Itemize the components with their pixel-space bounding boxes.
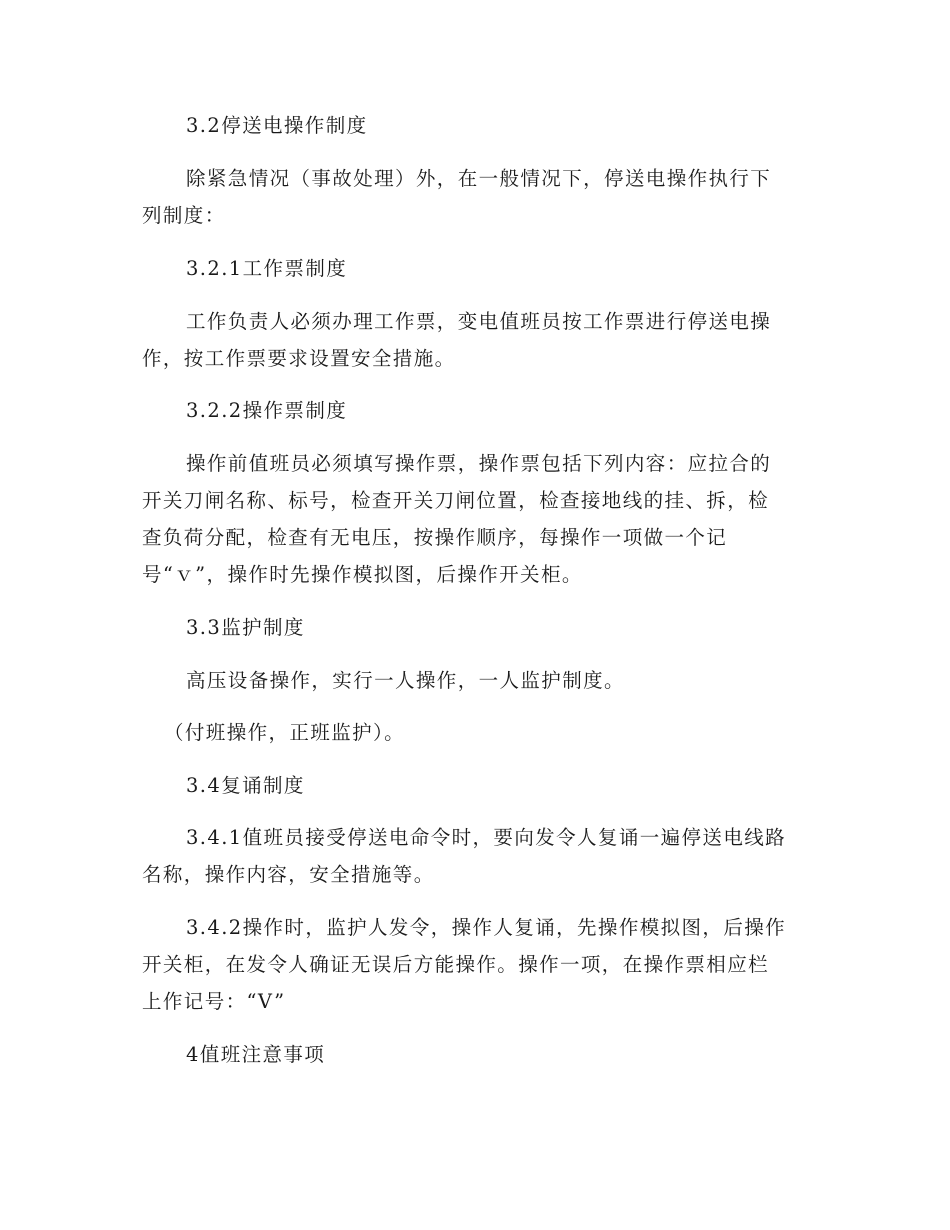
section-heading-3-4: 3.4复诵制度: [186, 774, 305, 797]
paragraph-line: 除紧急情况（事故处理）外，在一般情况下，停送电操作执行下: [186, 167, 772, 190]
paragraph-line: 操作前值班员必须填写操作票，操作票包括下列内容：应拉合的: [186, 452, 772, 475]
paragraph-line: 3.4.1值班员接受停送电命令时，要向发令人复诵一遍停送电线路: [186, 826, 787, 849]
paragraph-line: 3.4.2操作时，监护人发令，操作人复诵，先操作模拟图，后操作: [186, 916, 787, 939]
paragraph-line: 高压设备操作，实行一人操作，一人监护制度。: [186, 669, 625, 692]
paragraph-line: 名称，操作内容，安全措施等。: [142, 863, 435, 886]
section-heading-4: 4值班注意事项: [186, 1043, 326, 1066]
paragraph-line: 查负荷分配，检查有无电压，按操作顺序，每操作一项做一个记: [142, 526, 728, 549]
paragraph-line: 号“ｖ”，操作时先操作模拟图，后操作开关柜。: [142, 563, 583, 586]
paragraph-line: （付班操作，正班监护）。: [164, 721, 406, 744]
section-heading-3-3: 3.3监护制度: [186, 616, 305, 639]
section-heading-3-2: 3.2停送电操作制度: [186, 114, 368, 137]
section-heading-3-2-2: 3.2.2操作票制度: [186, 399, 348, 422]
paragraph-line: 作，按工作票要求设置安全措施。: [142, 347, 456, 370]
paragraph-line: 工作负责人必须办理工作票，变电值班员按工作票进行停送电操: [186, 310, 772, 333]
paragraph-line: 开关刀闸名称、标号，检查开关刀闸位置，检查接地线的挂、拆，检: [142, 489, 770, 512]
paragraph-line: 上作记号：“V”: [142, 990, 286, 1013]
paragraph-line: 开关柜，在发令人确证无误后方能操作。操作一项，在操作票相应栏: [142, 953, 770, 976]
section-heading-3-2-1: 3.2.1工作票制度: [186, 257, 348, 280]
paragraph-line: 列制度：: [142, 204, 226, 227]
